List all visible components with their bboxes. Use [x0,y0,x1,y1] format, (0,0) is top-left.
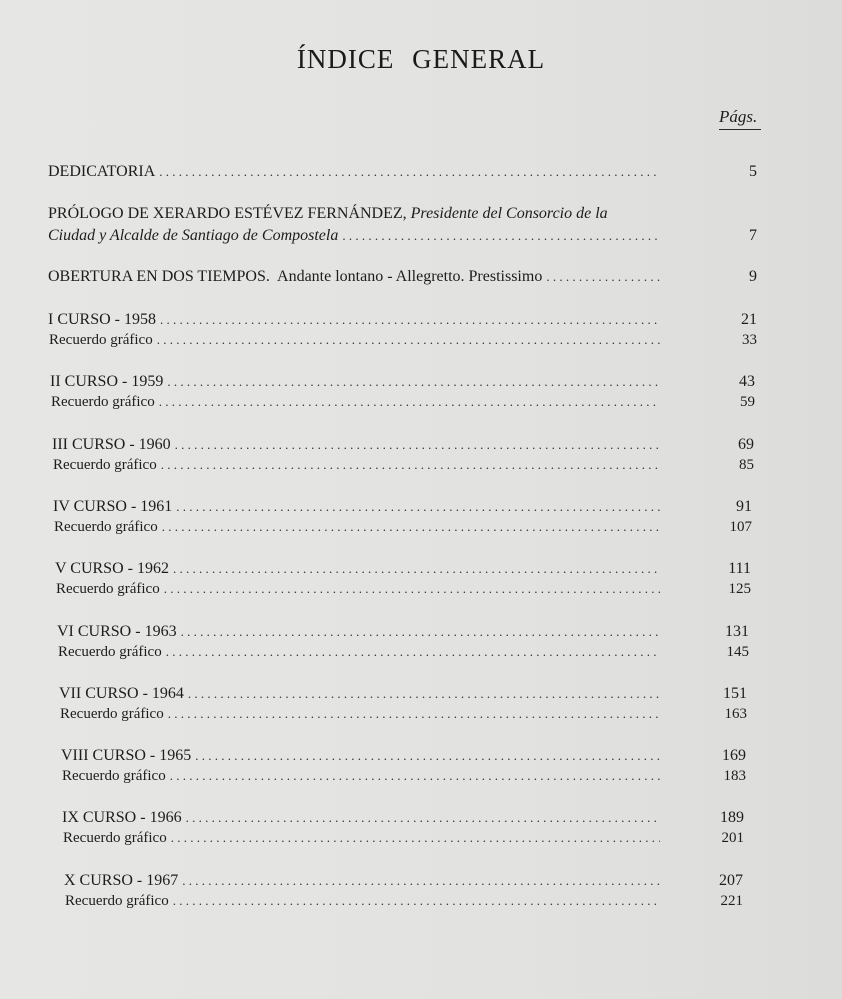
toc-entry-curso [64,872,660,892]
dot-leader [162,519,660,535]
toc-entry-page: 207 [719,872,743,889]
toc-subentry-recuerdo [51,394,660,414]
toc-entry-label: IX CURSO - 1966 [62,809,182,826]
toc-entry-label: X CURSO - 1967 [64,872,179,889]
toc-entry-italic-text: Ciudad y Alcalde de Santiago de Compostela [48,227,339,244]
toc-entry-label: PRÓLOGO DE XERARDO ESTÉVEZ FERNÁNDEZ, [48,205,407,222]
toc-subentry-label: Recuerdo gráfico [53,457,157,473]
toc-subentry-recuerdo [58,644,660,664]
toc-entry-label: I CURSO - 1958 [48,311,157,328]
toc-entry-obertura [48,268,660,288]
toc-subentry-page: 163 [724,706,747,722]
toc-subentry-label: Recuerdo gráfico [58,644,162,660]
pages-column-header: Págs. [719,107,761,130]
dot-leader [171,830,660,846]
toc-entry-curso [62,809,660,829]
toc-subentry-page: 201 [721,830,744,846]
toc-subentry-label: Recuerdo gráfico [49,332,153,348]
toc-subentry-recuerdo [65,893,660,913]
dot-leader [175,437,660,453]
toc-entry-label: IV CURSO - 1961 [53,498,173,515]
toc-entry-label: OBERTURA EN DOS TIEMPOS. [48,268,270,285]
dot-leader [182,873,660,889]
toc-entry-label: VIII CURSO - 1965 [61,747,192,764]
toc-subentry-page: 107 [729,519,752,535]
toc-subentry-page: 59 [740,394,755,410]
toc-entry-page: 189 [720,809,744,826]
dot-leader [166,644,660,660]
toc-entry-label: DEDICATORIA [48,163,156,180]
toc-entry-label: VI CURSO - 1963 [57,623,177,640]
toc-subentry-recuerdo [54,519,660,539]
toc-entry-page: 9 [749,268,757,285]
toc-entry-label: V CURSO - 1962 [55,560,169,577]
dot-leader [161,457,660,473]
dot-leader [181,624,660,640]
toc-entry-label: III CURSO - 1960 [52,436,171,453]
dot-leader [176,499,660,515]
dot-leader [195,748,660,764]
toc-entry-page: 151 [723,685,747,702]
toc-entry-page: 131 [725,623,749,640]
toc-entry-curso [61,747,660,767]
dot-leader [173,561,660,577]
toc-entry-page: 91 [736,498,752,515]
dot-leader [173,893,660,909]
toc-entry-page: 21 [741,311,757,328]
toc-entry-curso [48,311,660,331]
toc-subentry-label: Recuerdo gráfico [60,706,164,722]
toc-entry-curso [59,685,660,705]
toc-entry-dedicatoria [48,163,660,183]
toc-entry-page: 5 [749,163,757,180]
toc-subentry-page: 125 [728,581,751,597]
toc-subentry-label: Recuerdo gráfico [56,581,160,597]
dot-leader [157,332,660,348]
toc-subentry-label: Recuerdo gráfico [63,830,167,846]
toc-subentry-recuerdo [63,830,660,850]
toc-subentry-recuerdo [60,706,660,726]
toc-entry-prologo-line2 [48,227,660,247]
toc-entry-page: 69 [738,436,754,453]
toc-entry-prologo [48,205,608,223]
toc-subentry-page: 183 [723,768,746,784]
dot-leader [170,768,660,784]
toc-subentry-page: 85 [739,457,754,473]
dot-leader [159,394,660,410]
toc-entry-curso [55,560,660,580]
toc-subentry-recuerdo [62,768,660,788]
dot-leader [342,228,660,244]
dot-leader [167,374,660,390]
toc-entry-label: II CURSO - 1959 [50,373,164,390]
toc-entry-curso [50,373,660,393]
toc-subentry-label: Recuerdo gráfico [54,519,158,535]
page-title: ÍNDICE GENERAL [296,44,546,74]
toc-subentry-page: 145 [726,644,749,660]
toc-subentry-page: 221 [720,893,743,909]
toc-entry-curso [52,436,660,456]
toc-subentry-recuerdo [56,581,660,601]
toc-entry-subtitle: Andante lontano - Allegretto. Prestissimo [277,268,543,285]
toc-entry-label: VII CURSO - 1964 [59,685,184,702]
toc-entry-page: 169 [722,747,746,764]
dot-leader [186,810,660,826]
toc-subentry-recuerdo [49,332,660,352]
toc-entry-page: 7 [749,227,757,244]
toc-subentry-label: Recuerdo gráfico [51,394,155,410]
toc-entry-curso [53,498,660,518]
dot-leader [546,269,660,285]
dot-leader [188,686,660,702]
dot-leader [160,312,660,328]
toc-entry-italic-text: Presidente del Consorcio de la [410,205,608,222]
toc-subentry-label: Recuerdo gráfico [62,768,166,784]
dot-leader [168,706,660,722]
toc-entry-curso [57,623,660,643]
toc-subentry-label: Recuerdo gráfico [65,893,169,909]
toc-entry-page: 111 [728,560,751,577]
dot-leader [159,164,660,180]
toc-subentry-recuerdo [53,457,660,477]
dot-leader [164,581,660,597]
toc-entry-page: 43 [739,373,755,390]
toc-subentry-page: 33 [742,332,757,348]
